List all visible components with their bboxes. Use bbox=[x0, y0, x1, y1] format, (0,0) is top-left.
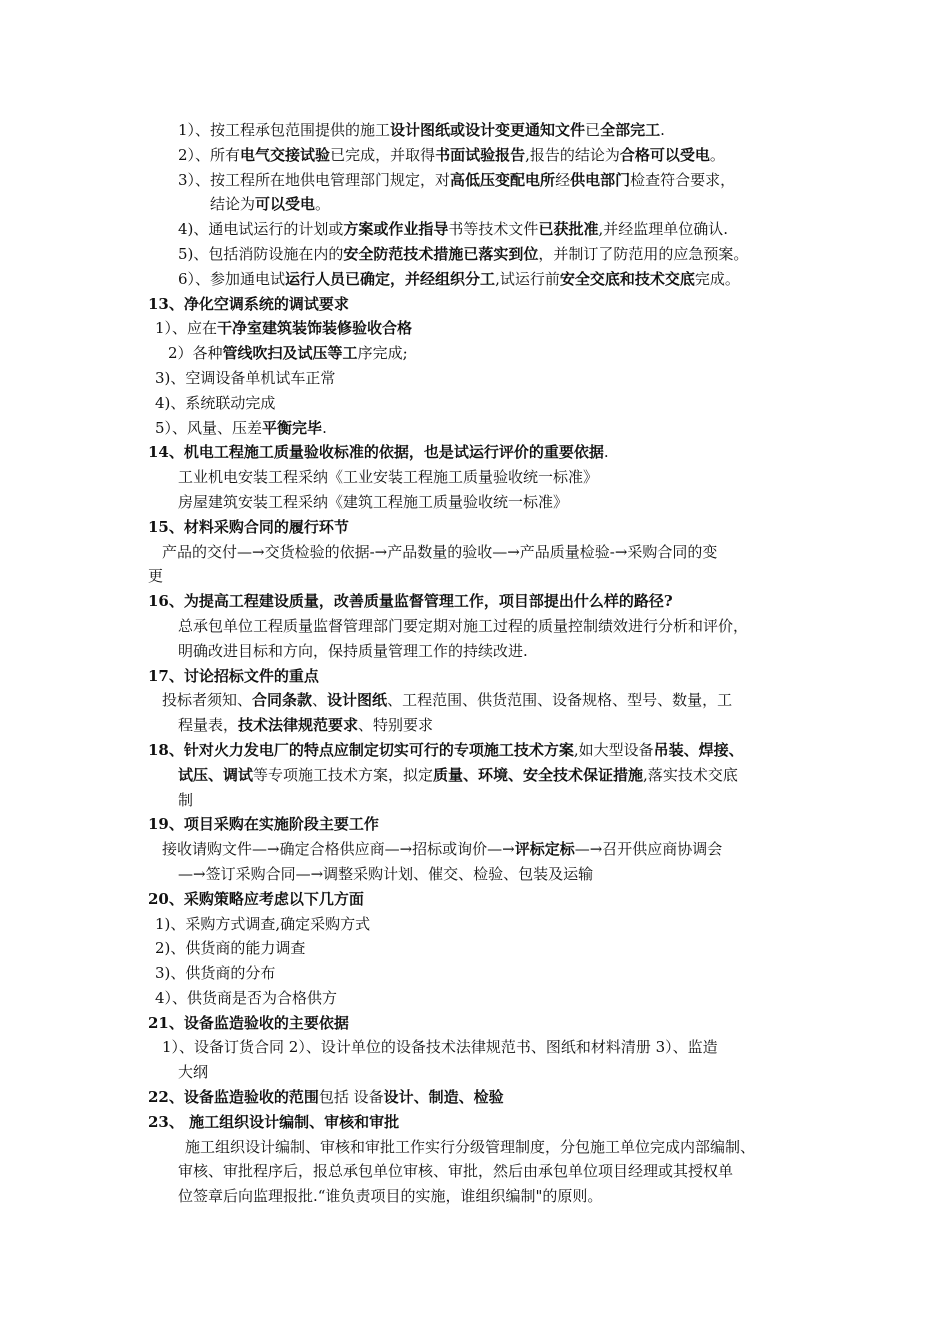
text-run: 等专项施工技术方案，拟定 bbox=[253, 765, 434, 784]
bold-text: 评标定标 bbox=[514, 840, 575, 859]
text-run: 、特别要求 bbox=[358, 716, 434, 735]
text-run: 总承包单位工程质量监督管理部门要定期对施工过程的质量控制绩效进行分析和评价， bbox=[178, 616, 749, 635]
text-run: 投标者须知、 bbox=[162, 691, 253, 710]
text-run: 包括 设备 bbox=[318, 1088, 384, 1107]
text-run: 产品的交付—→交货检验的依据-→产品数量的验收—→产品质量检验-→采购合同的变 bbox=[162, 542, 718, 561]
bold-text: 高低压变配电所 bbox=[450, 170, 556, 189]
text-run: 结论为 bbox=[210, 195, 256, 214]
text-run: 、工程范围、供货范围、设备规格、型号、数量，工 bbox=[387, 691, 733, 710]
text-run: ,并经监理单位确认. bbox=[598, 220, 728, 239]
text-line bbox=[0, 118, 950, 143]
bold-text: 电气交接试验 bbox=[240, 145, 331, 164]
bold-text: 14、机电工程施工质量验收标准的依据，也是试运行评价的重要依据 bbox=[148, 443, 604, 462]
text-line bbox=[0, 143, 950, 168]
section-heading bbox=[0, 589, 950, 614]
bold-text: 21、设备监造验收的主要依据 bbox=[148, 1013, 349, 1032]
text-run: 房屋建筑安装工程采纳《建筑工程施工质量验收统一标准》 bbox=[178, 492, 569, 511]
text-line bbox=[0, 688, 950, 713]
text-line bbox=[0, 837, 950, 862]
text-line bbox=[0, 639, 950, 664]
text-run: 2）各种 bbox=[168, 344, 223, 363]
text-line bbox=[0, 1035, 950, 1060]
bold-text: 16、为提高工程建设质量，改善质量监督管理工作，项目部提出什么样的路径? bbox=[148, 592, 673, 611]
text-line bbox=[0, 614, 950, 639]
section-heading bbox=[0, 440, 950, 465]
bold-text: 可以受电 bbox=[255, 195, 316, 214]
text-line bbox=[0, 242, 950, 267]
section-heading bbox=[0, 812, 950, 837]
section-heading bbox=[0, 515, 950, 540]
text-run: 程量表， bbox=[178, 716, 239, 735]
text-line bbox=[0, 713, 950, 738]
text-run: 经 bbox=[555, 170, 571, 189]
bold-text: 平衡完毕 bbox=[262, 418, 323, 437]
text-run: 1）、设备订货合同 2）、设计单位的设备技术法律规范书、图纸和材料清册 3）、监造 bbox=[162, 1038, 718, 1057]
text-run: ，并制订了防范用的应急预案。 bbox=[538, 244, 749, 263]
bold-text: 试压、调试 bbox=[178, 765, 254, 784]
text-line bbox=[0, 788, 950, 813]
text-run: ,如大型设备 bbox=[573, 740, 654, 759]
text-line bbox=[0, 267, 950, 292]
text-line bbox=[0, 341, 950, 366]
bold-text: 20、采购策略应考虑以下几方面 bbox=[148, 889, 364, 908]
text-run: 制 bbox=[178, 790, 194, 809]
bold-text: 技术法律规范要求 bbox=[238, 716, 359, 735]
bold-text: 质量、环境、安全技术保证措施 bbox=[433, 765, 644, 784]
text-run: 1)、采购方式调查,确定采购方式 bbox=[155, 914, 371, 933]
bold-text: 运行人员已确定，并经组织分工 bbox=[285, 269, 496, 288]
text-run: 2)、供货商的能力调查 bbox=[155, 939, 306, 958]
text-line bbox=[0, 1135, 950, 1160]
text-run: 已 bbox=[585, 121, 601, 139]
text-run: 1）、按工程承包范围提供的施工 bbox=[178, 121, 391, 139]
text-run: 检查符合要求， bbox=[630, 170, 736, 189]
text-line bbox=[0, 391, 950, 416]
text-run: . bbox=[322, 418, 327, 437]
bold-text: 23、 施工组织设计编制、审核和审批 bbox=[148, 1112, 400, 1131]
text-line bbox=[0, 936, 950, 961]
bold-text: 13、净化空调系统的调试要求 bbox=[148, 294, 349, 313]
text-run: ,试运行前 bbox=[495, 269, 560, 288]
text-line bbox=[0, 192, 950, 217]
text-run: 5)、包括消防设施在内的 bbox=[178, 244, 344, 263]
bold-text: 22、设备监造验收的范围 bbox=[148, 1088, 319, 1107]
bold-text: 书面试验报告 bbox=[435, 145, 526, 164]
section-heading bbox=[0, 292, 950, 317]
text-run: 接收请购文件—→确定合格供应商—→招标或询价—→ bbox=[162, 840, 515, 859]
text-line bbox=[0, 465, 950, 490]
text-line bbox=[0, 217, 950, 242]
bold-text: 15、材料采购合同的履行环节 bbox=[148, 517, 349, 536]
text-run: 3）、按工程所在地供电管理部门规定，对 bbox=[178, 170, 451, 189]
text-run: 3)、空调设备单机试车正常 bbox=[155, 368, 336, 387]
section-heading bbox=[0, 1110, 950, 1135]
section-heading bbox=[0, 738, 950, 763]
text-run: . bbox=[660, 121, 665, 139]
text-run: 序完成; bbox=[357, 344, 408, 363]
text-run: 4)、系统联动完成 bbox=[155, 393, 276, 412]
text-run: 。 bbox=[709, 145, 725, 164]
bold-text: 18、针对火力发电厂的特点应制定切实可行的专项施工技术方案 bbox=[148, 740, 574, 759]
bold-text: 干净室建筑装饰装修验收合格 bbox=[217, 319, 413, 338]
section-heading bbox=[0, 1011, 950, 1036]
text-run: 审核、审批程序后，报总承包单位审核、审批，然后由承包单位项目经理或其授权单 bbox=[178, 1162, 734, 1181]
text-run: 2）、所有 bbox=[178, 145, 241, 164]
text-run: ,报告的结论为 bbox=[525, 145, 620, 164]
text-line bbox=[0, 366, 950, 391]
bold-text: 17、讨论招标文件的重点 bbox=[148, 666, 319, 685]
text-run: 4）、供货商是否为合格供方 bbox=[155, 988, 338, 1007]
bold-text: 合同条款 bbox=[252, 691, 313, 710]
bold-text: 安全防范技术措施已落实到位 bbox=[343, 244, 539, 263]
bold-text: 吊装、焊接、 bbox=[653, 740, 744, 759]
bold-text: 全部完工 bbox=[600, 121, 661, 139]
text-run: 6）、参加通电试 bbox=[178, 269, 286, 288]
text-run: 工业机电安装工程采纳《工业安装工程施工质量验收统一标准》 bbox=[178, 468, 599, 487]
text-run: 位签章后向监理报批.“谁负责项目的实施，谁组织编制"的原则。 bbox=[178, 1187, 603, 1206]
text-run: 书等技术文件 bbox=[448, 220, 539, 239]
text-line bbox=[0, 1184, 950, 1209]
text-run: 。 bbox=[315, 195, 331, 214]
text-line bbox=[0, 1159, 950, 1184]
section-heading bbox=[0, 887, 950, 912]
text-run: . bbox=[603, 443, 609, 462]
text-line bbox=[0, 763, 950, 788]
bold-text: 供电部门 bbox=[570, 170, 631, 189]
text-run: 、 bbox=[312, 691, 328, 710]
document-page bbox=[0, 118, 950, 1209]
bold-text: 设计图纸 bbox=[327, 691, 388, 710]
section-heading bbox=[0, 1085, 950, 1110]
bold-text: 方案或作业指导 bbox=[343, 220, 449, 239]
text-run: —→签订采购合同—→调整采购计划、催交、检验、包装及运输 bbox=[178, 864, 594, 883]
text-line bbox=[0, 1060, 950, 1085]
bold-text: 管线吹扫及试压等工 bbox=[222, 344, 358, 363]
text-line bbox=[0, 490, 950, 515]
text-line bbox=[0, 540, 950, 565]
text-line bbox=[0, 316, 950, 341]
text-line bbox=[0, 961, 950, 986]
bold-text: 已获批准 bbox=[538, 220, 599, 239]
bold-text: 19、项目采购在实施阶段主要工作 bbox=[148, 815, 379, 834]
text-run: 5）、风量、压差 bbox=[155, 418, 263, 437]
text-run: 已完成，并取得 bbox=[330, 145, 436, 164]
bold-text: 合格可以受电 bbox=[619, 145, 710, 164]
text-run: 完成。 bbox=[694, 269, 740, 288]
text-run: ,落实技术交底 bbox=[643, 765, 738, 784]
text-line bbox=[0, 168, 950, 193]
text-line bbox=[0, 416, 950, 441]
text-run: 1）、应在 bbox=[155, 319, 218, 338]
text-run: 更 bbox=[148, 567, 164, 586]
text-run: —→召开供应商协调会 bbox=[574, 840, 723, 859]
text-line bbox=[0, 564, 950, 589]
text-run: 4)、通电试运行的计划或 bbox=[178, 220, 344, 239]
text-line bbox=[0, 912, 950, 937]
text-line bbox=[0, 986, 950, 1011]
text-line bbox=[0, 862, 950, 887]
text-run: 施工组织设计编制、审核和审批工作实行分级管理制度，分包施工单位完成内部编制、 bbox=[185, 1137, 756, 1156]
bold-text: 设计图纸或设计变更通知文件 bbox=[390, 121, 586, 139]
section-heading bbox=[0, 664, 950, 689]
text-run: 3)、供货商的分布 bbox=[155, 964, 276, 983]
text-run: 大纲 bbox=[178, 1063, 209, 1082]
bold-text: 安全交底和技术交底 bbox=[559, 269, 695, 288]
text-run: 明确改进目标和方向，保持质量管理工作的持续改进. bbox=[178, 641, 528, 660]
bold-text: 设计、制造、检验 bbox=[383, 1088, 504, 1107]
